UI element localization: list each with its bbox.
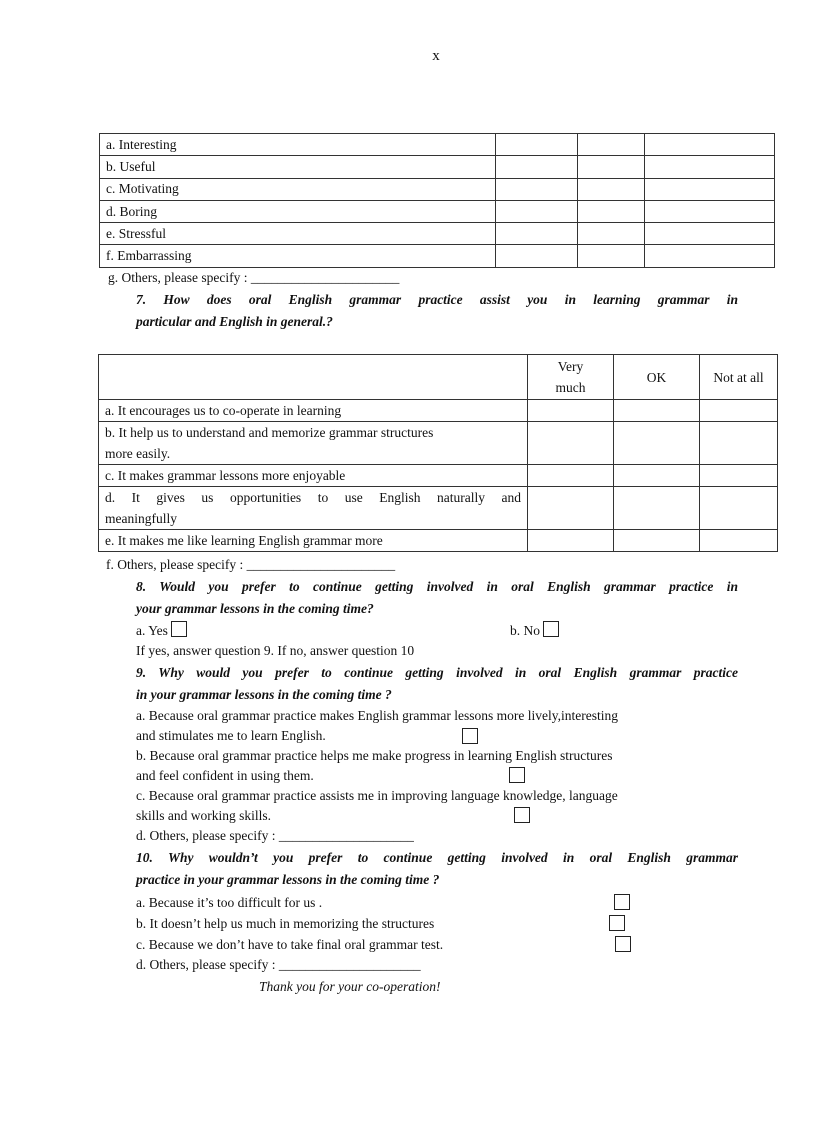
row-label: d. Boring — [100, 200, 496, 222]
q10-title-line2: practice in your grammar lessons in the coming time ? — [136, 872, 440, 887]
table-row — [99, 400, 778, 422]
answer-cell[interactable] — [578, 156, 645, 178]
answer-cell[interactable] — [528, 487, 614, 530]
answer-cell[interactable] — [528, 400, 614, 422]
table-header-row — [99, 355, 778, 400]
q9-c-checkbox[interactable] — [514, 807, 530, 823]
answer-cell[interactable] — [496, 245, 578, 267]
answer-cell[interactable] — [614, 465, 700, 487]
answer-cell[interactable] — [496, 134, 578, 156]
q7-title-line1: 7. How does oral English grammar practice assist you in learning grammar in — [136, 292, 738, 307]
header-very-much — [528, 355, 614, 400]
table-row — [99, 530, 778, 552]
q10-b-checkbox[interactable] — [609, 915, 625, 931]
answer-cell[interactable] — [578, 223, 645, 245]
answer-cell[interactable] — [645, 245, 775, 267]
answer-cell[interactable] — [700, 487, 778, 530]
answer-cell[interactable] — [614, 530, 700, 552]
q10-option-c: c. Because we don’t have to take final oral grammar test. — [136, 937, 444, 952]
q8-no-option — [510, 621, 559, 641]
header-blank — [99, 355, 528, 400]
answer-cell[interactable] — [614, 487, 700, 530]
q8-title-line2: your grammar lessons in the coming time? — [136, 601, 374, 616]
row-label — [99, 487, 528, 530]
q10-a-checkbox[interactable] — [614, 894, 630, 910]
answer-cell[interactable] — [496, 200, 578, 222]
table-row — [99, 487, 778, 530]
answer-cell[interactable] — [645, 156, 775, 178]
q7-table — [98, 354, 778, 552]
row-label: a. It encourages us to co-operate in learning — [99, 400, 528, 422]
table-row — [99, 465, 778, 487]
header-much: much — [555, 380, 586, 395]
row-label: f. Embarrassing — [100, 245, 496, 267]
answer-cell[interactable] — [645, 200, 775, 222]
table-row — [100, 178, 775, 200]
answer-cell[interactable] — [528, 422, 614, 465]
answer-cell[interactable] — [528, 465, 614, 487]
answer-cell[interactable] — [496, 156, 578, 178]
answer-cell[interactable] — [614, 400, 700, 422]
yes-checkbox[interactable] — [171, 621, 187, 637]
q8-instruction: If yes, answer question 9. If no, answer question 10 — [136, 643, 415, 658]
answer-cell[interactable] — [496, 223, 578, 245]
page-number: x — [432, 48, 440, 64]
table-row — [100, 223, 775, 245]
table-row — [100, 156, 775, 178]
row-label: b. Useful — [100, 156, 496, 178]
table-row — [99, 422, 778, 465]
q9-option-a-line1: a. Because oral grammar practice makes English grammar lessons more lively,interesting — [136, 708, 618, 723]
answer-cell[interactable] — [700, 465, 778, 487]
q9-a-checkbox[interactable] — [462, 728, 478, 744]
row-label-line1: b. It help us to understand and memorize grammar structures — [105, 425, 434, 440]
q9-b-checkbox[interactable] — [509, 767, 525, 783]
answer-cell[interactable] — [645, 178, 775, 200]
answer-cell[interactable] — [578, 178, 645, 200]
row-label: a. Interesting — [100, 134, 496, 156]
answer-cell[interactable] — [645, 134, 775, 156]
header-very: Very — [557, 359, 584, 374]
q6-others: g. Others, please specify : ______________________ — [108, 270, 400, 285]
q10-c-checkbox[interactable] — [615, 936, 631, 952]
q8-yes-option — [136, 621, 187, 641]
row-label-line1: d. It gives us opportunities to use English naturally and — [105, 490, 521, 505]
no-label: b. No — [510, 623, 540, 638]
answer-cell[interactable] — [700, 422, 778, 465]
table-row — [100, 134, 775, 156]
q10-option-a: a. Because it’s too difficult for us . — [136, 895, 323, 910]
header-not-at-all: Not at all — [700, 355, 778, 400]
yes-label: a. Yes — [136, 623, 168, 638]
q9-option-d: d. Others, please specify : ____________________ — [136, 828, 414, 843]
row-label: c. It makes grammar lessons more enjoyable — [99, 465, 528, 487]
answer-cell[interactable] — [528, 530, 614, 552]
q9-option-b-line1: b. Because oral grammar practice helps me make progress in learning English structures — [136, 748, 613, 763]
q9-option-b-line2: and feel confident in using them. — [136, 768, 314, 783]
answer-cell[interactable] — [496, 178, 578, 200]
q9-title-line2: in your grammar lessons in the coming time ? — [136, 687, 392, 702]
table-row — [100, 245, 775, 267]
q6-table — [99, 133, 775, 268]
q7-others: f. Others, please specify : ______________________ — [106, 557, 396, 572]
answer-cell[interactable] — [700, 400, 778, 422]
row-label: e. Stressful — [100, 223, 496, 245]
q10-option-d: d. Others, please specify : _____________________ — [136, 957, 421, 972]
answer-cell[interactable] — [700, 530, 778, 552]
q10-title-line1: 10. Why wouldn’t you prefer to continue getting involved in oral English grammar — [136, 850, 738, 865]
answer-cell[interactable] — [578, 200, 645, 222]
q9-title-line1: 9. Why would you prefer to continue getting involved in oral English grammar practice — [136, 665, 738, 680]
header-ok: OK — [614, 355, 700, 400]
q9-option-c-line2: skills and working skills. — [136, 808, 272, 823]
thank-you-note: Thank you for your co-operation! — [259, 979, 441, 994]
row-label-line2: meaningfully — [105, 511, 177, 526]
answer-cell[interactable] — [614, 422, 700, 465]
no-checkbox[interactable] — [543, 621, 559, 637]
answer-cell[interactable] — [578, 134, 645, 156]
q9-option-c-line1: c. Because oral grammar practice assists me in improving language knowledge, language — [136, 788, 618, 803]
row-label — [99, 422, 528, 465]
row-label: c. Motivating — [100, 178, 496, 200]
row-label: e. It makes me like learning English grammar more — [99, 530, 528, 552]
row-label-line2: more easily. — [105, 446, 171, 461]
q9-option-a-line2: and stimulates me to learn English. — [136, 728, 326, 743]
answer-cell[interactable] — [645, 223, 775, 245]
q8-title-line1: 8. Would you prefer to continue getting involved in oral English grammar practice in — [136, 579, 738, 594]
answer-cell[interactable] — [578, 245, 645, 267]
q10-option-b: b. It doesn’t help us much in memorizing the structures — [136, 916, 435, 931]
q7-title-line2: particular and English in general.? — [136, 314, 333, 329]
table-row — [100, 200, 775, 222]
